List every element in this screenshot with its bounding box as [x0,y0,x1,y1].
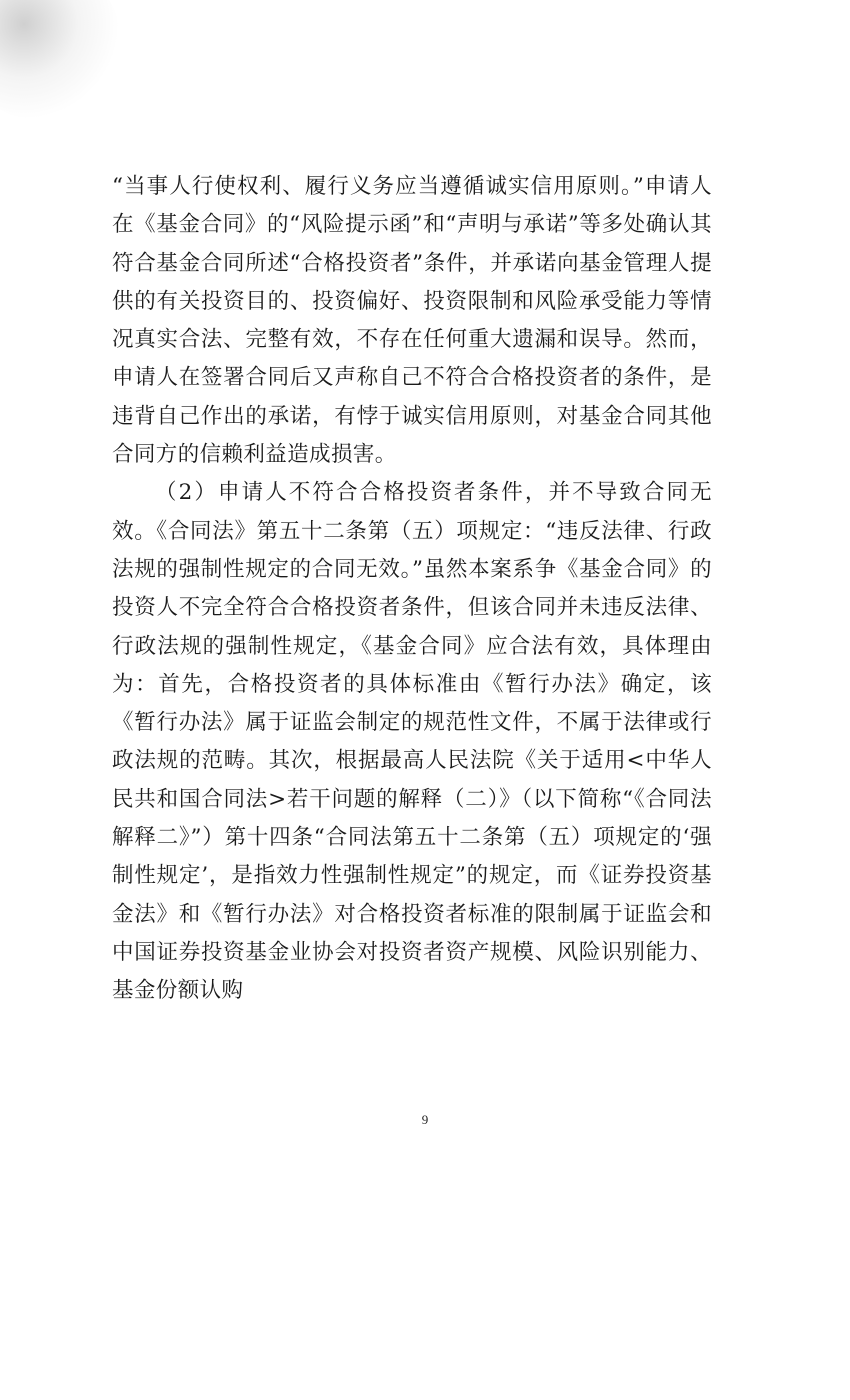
scan-shadow [0,0,120,120]
document-body [112,168,712,1011]
paragraph-continued: “当事人行使权利、履行义务应当遵循诚实信用原则。”申请人在《基金合同》的“风险提示函”和“声明与承诺”等多处确认其符合基金合同所述“合格投资者”条件，并承诺向基金管理人提供的有关投资目的、投资偏好、投资限制和风险承受能力等情况真实合法、完整有效，不存在任何重大遗漏和误导。然而，申请人在签署合同后又声称自己不符合合格投资者的条件，是违背自己作出的承诺，有悖于诚实信用原则，对基金合同其他合同方的信赖利益造成损害。 [112,174,712,468]
page-number: 9 [421,1112,429,1127]
paragraph-item-2: （2）申请人不符合合格投资者条件，并不导致合同无效。《合同法》第五十二条第（五）项规定：“违反法律、行政法规的强制性规定的合同无效。”虽然本案系争《基金合同》的投资人不完全符合合格投资者条件，但该合同并未违反法律、行政法规的强制性规定，《基金合同》应合法有效，具体理由为：首先，合格投资者的具体标准由《暂行办法》确定，该《暂行办法》属于证监会制定的规范性文件，不属于法律或行政法规的范畴。其次，根据最高人民法院《关于适用<中华人民共和国合同法>若干问题的解释（二）》（以下简称“《合同法解释二》”）第十四条“合同法第五十二条第（五）项规定的‘强制性规定’，是指效力性强制性规定”的规定，而《证券投资基金法》和《暂行办法》对合格投资者标准的限制属于证监会和中国证券投资基金业协会对投资者资产规模、风险识别能力、基金份额认购 [112,480,712,1004]
